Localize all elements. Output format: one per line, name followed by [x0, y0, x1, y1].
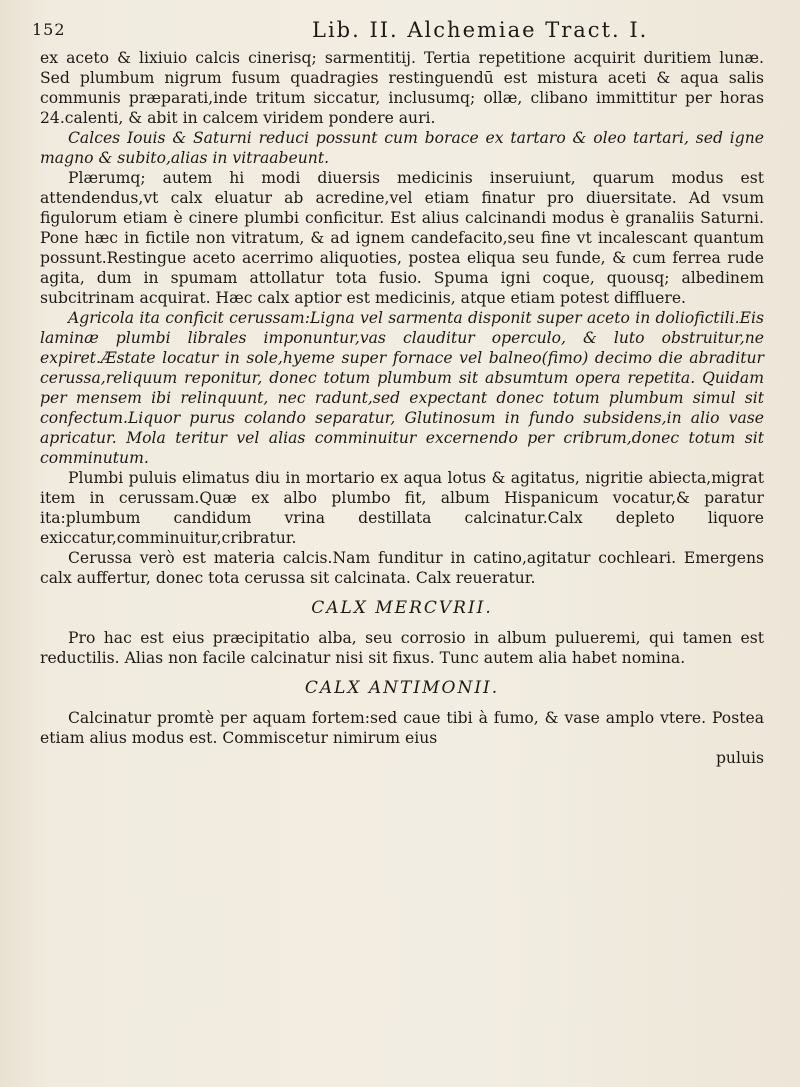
paragraph-agricola-cerussa: Agricola ita conficit cerussam:Ligna vel sarmenta disponit super aceto in doliofictili.Eis laminæ plumbi librales imponuntur,vas clauditur operculo, & luto obstruitur,ne expiret.Æstate locatur in sole,hyeme super fornace vel balneo(fimo) decimo die abraditur cerussa,reliquum reponitur, donec totum plumbum sit absumtum opera repetita. Quidam per mensem ibi relinquunt, nec radunt,sed expectant donec totum plumbum simul sit confectum.Liquor purus colando separatur, Glutinosum in fundo subsidens,in alio vase apricatur. Mola teritur vel alias comminuitur excernendo per cribrum,donec totum sit comminutum. [40, 309, 764, 467]
paragraph-cerussa-materia: Cerussa verò est materia calcis.Nam funditur in catino,agitatur cochleari. Emergens calx auffertur, donec tota cerussa sit calcinata. Calx reueratur. [40, 549, 764, 587]
paragraph-calx-antimonii: Calcinatur promtè per aquam fortem:sed caue tibi à fumo, & vase amplo vtere. Postea etiam alius modus est. Commiscetur nimirum eius [40, 709, 764, 747]
paragraph-reduction-note: Calces Iouis & Saturni reduci possunt cum borace ex tartaro & oleo tartari, sed igne magno & subito,alias in vitraabeunt. [40, 129, 764, 167]
catchword: puluis [715, 749, 764, 767]
body-text [40, 48, 764, 768]
paragraph-calcination-methods: Plærumq; autem hi modi diuersis medicinis inseruiunt, quarum modus est attendendus,vt calx eluatur ab acredine,vel etiam finatur pro diuersitate. Ad vsum figulorum etiam è cinere plumbi conficitur. Est alius calcinandi modus è granaliis Saturni. Pone hæc in fictile non vitratum, & ad ignem candefacito,seu fine vt incalescant quantum possunt.Restingue aceto acerrimo aliquoties, postea eliqua seu funde, & cum ferrea rude agita, dum in spumam attollatur tota fusio. Spuma igni coque, quousq; albedinem subcitrinam acquirat. Hæc calx aptior est medicinis, atque etiam potest diffluere. [40, 169, 764, 307]
running-title: Lib. II. Alchemiae Tract. I. [312, 18, 649, 42]
running-head [32, 18, 768, 44]
paragraph-calx-iouis-preparation: ex aceto & lixiuio calcis cinerisq; sarmentitij. Tertia repetitione acquirit duritiem lunæ. Sed plumbum nigrum fusum quadragies restinguendū est mistura aceti & aqua salis communis præparati,inde tritum siccatur, inclusumq; ollæ, clibano immittitur per horas 24.calenti, & abit in calcem viridem pondere auri. [40, 49, 764, 127]
section-heading-calx-antimonii: CALX ANTIMONII. [304, 678, 500, 698]
paragraph-calx-mercurii: Pro hac est eius præcipitatio alba, seu corrosio in album pulueremi, qui tamen est reductilis. Alias non facile calcinatur nisi sit fixus. Tunc autem alia habet nomina. [40, 629, 764, 667]
page-number: 152 [32, 20, 66, 39]
section-heading-calx-mercurii: CALX MERCVRII. [311, 598, 493, 618]
paragraph-plumbi-puluis: Plumbi puluis elimatus diu in mortario ex aqua lotus & agitatus, nigritie abiecta,migrat item in cerussam.Quæ ex albo plumbo fit, album Hispanicum vocatur,& paratur ita:plumbum candidum vrina destillata calcinatur.Calx depleto liquore exiccatur,comminuitur,cribratur. [40, 469, 764, 547]
